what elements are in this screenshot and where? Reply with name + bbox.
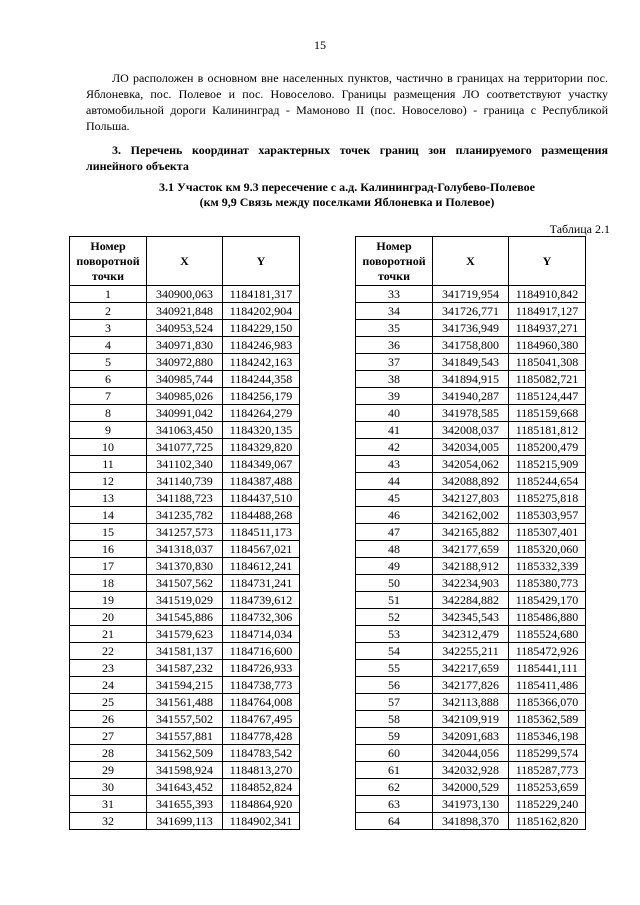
cell-x: 341102,340 — [147, 456, 223, 473]
cell-point-number: 1 — [70, 286, 147, 303]
cell-x: 340971,830 — [147, 337, 223, 354]
table-row — [356, 371, 586, 388]
cell-point-number: 10 — [70, 439, 147, 456]
cell-y: 1184738,773 — [223, 677, 300, 694]
cell-x: 342091,683 — [433, 728, 509, 745]
table-row — [356, 490, 586, 507]
cell-y: 1185362,589 — [509, 711, 586, 728]
cell-x: 342345,543 — [433, 609, 509, 626]
cell-y: 1184181,317 — [223, 286, 300, 303]
cell-point-number: 40 — [356, 405, 433, 422]
cell-y: 1185082,721 — [509, 371, 586, 388]
table-row — [356, 813, 586, 830]
cell-x: 342109,919 — [433, 711, 509, 728]
table-row — [356, 524, 586, 541]
cell-y: 1184714,034 — [223, 626, 300, 643]
table-row — [356, 558, 586, 575]
cell-point-number: 55 — [356, 660, 433, 677]
cell-x: 342162,002 — [433, 507, 509, 524]
table-row — [356, 439, 586, 456]
cell-point-number: 41 — [356, 422, 433, 439]
table-row — [70, 286, 300, 303]
table-row — [356, 779, 586, 796]
cell-point-number: 30 — [70, 779, 147, 796]
cell-y: 1185041,308 — [509, 354, 586, 371]
cell-y: 1185303,957 — [509, 507, 586, 524]
cell-x: 341579,623 — [147, 626, 223, 643]
cell-point-number: 50 — [356, 575, 433, 592]
cell-x: 341140,739 — [147, 473, 223, 490]
cell-y: 1185441,111 — [509, 660, 586, 677]
cell-x: 340985,744 — [147, 371, 223, 388]
cell-x: 342284,882 — [433, 592, 509, 609]
cell-x: 341562,509 — [147, 745, 223, 762]
table-row — [356, 626, 586, 643]
table-row — [356, 711, 586, 728]
table-row — [356, 762, 586, 779]
cell-point-number: 18 — [70, 575, 147, 592]
cell-y: 1184767,495 — [223, 711, 300, 728]
table-row — [70, 320, 300, 337]
cell-point-number: 49 — [356, 558, 433, 575]
cell-y: 1185486,880 — [509, 609, 586, 626]
cell-y: 1185124,447 — [509, 388, 586, 405]
cell-y: 1184229,150 — [223, 320, 300, 337]
cell-point-number: 39 — [356, 388, 433, 405]
header-point-number: Номер поворотной точки — [356, 237, 433, 286]
cell-x: 341188,723 — [147, 490, 223, 507]
cell-y: 1184960,380 — [509, 337, 586, 354]
table-row — [356, 422, 586, 439]
cell-point-number: 62 — [356, 779, 433, 796]
table-row — [70, 337, 300, 354]
cell-y: 1184902,341 — [223, 813, 300, 830]
cell-point-number: 56 — [356, 677, 433, 694]
cell-point-number: 23 — [70, 660, 147, 677]
table-row — [356, 405, 586, 422]
cell-x: 341894,915 — [433, 371, 509, 388]
cell-y: 1184387,488 — [223, 473, 300, 490]
cell-point-number: 48 — [356, 541, 433, 558]
subheading-line-1: 3.1 Участок км 9.3 пересечение с а.д. Калининград-Голубево-Полевое — [159, 180, 535, 194]
cell-x: 341699,113 — [147, 813, 223, 830]
cell-y: 1184864,920 — [223, 796, 300, 813]
cell-point-number: 29 — [70, 762, 147, 779]
cell-y: 1184910,842 — [509, 286, 586, 303]
table-row — [70, 490, 300, 507]
cell-point-number: 22 — [70, 643, 147, 660]
cell-x: 341318,037 — [147, 541, 223, 558]
cell-point-number: 36 — [356, 337, 433, 354]
table-caption: Таблица 2.1 — [549, 222, 610, 236]
cell-x: 341898,370 — [433, 813, 509, 830]
cell-point-number: 32 — [70, 813, 147, 830]
cell-point-number: 58 — [356, 711, 433, 728]
cell-x: 341235,782 — [147, 507, 223, 524]
cell-y: 1184917,127 — [509, 303, 586, 320]
intro-paragraph — [86, 70, 608, 134]
cell-point-number: 9 — [70, 422, 147, 439]
cell-point-number: 15 — [70, 524, 147, 541]
cell-x: 341736,949 — [433, 320, 509, 337]
table-header-row — [70, 237, 300, 286]
cell-point-number: 45 — [356, 490, 433, 507]
table-row — [356, 660, 586, 677]
cell-y: 1185366,070 — [509, 694, 586, 711]
cell-x: 340972,880 — [147, 354, 223, 371]
cell-point-number: 31 — [70, 796, 147, 813]
cell-y: 1184202,904 — [223, 303, 300, 320]
cell-y: 1184739,612 — [223, 592, 300, 609]
table-header-row — [356, 237, 586, 286]
table-row — [70, 660, 300, 677]
cell-y: 1184256,179 — [223, 388, 300, 405]
cell-y: 1184511,173 — [223, 524, 300, 541]
table-row — [70, 558, 300, 575]
table-row — [356, 507, 586, 524]
cell-y: 1184612,241 — [223, 558, 300, 575]
cell-x: 342032,928 — [433, 762, 509, 779]
subheading-line-2: (км 9,9 Связь между поселками Яблоневка и Полевое) — [199, 195, 495, 209]
table-row — [356, 694, 586, 711]
cell-point-number: 3 — [70, 320, 147, 337]
cell-point-number: 35 — [356, 320, 433, 337]
cell-x: 342044,056 — [433, 745, 509, 762]
cell-x: 341557,881 — [147, 728, 223, 745]
cell-x: 341257,573 — [147, 524, 223, 541]
cell-x: 342234,903 — [433, 575, 509, 592]
cell-y: 1185429,170 — [509, 592, 586, 609]
cell-y: 1185181,812 — [509, 422, 586, 439]
table-row — [70, 371, 300, 388]
cell-x: 342000,529 — [433, 779, 509, 796]
header-point-number: Номер поворотной точки — [70, 237, 147, 286]
table-row — [356, 609, 586, 626]
header-y: Y — [223, 237, 300, 286]
cell-y: 1184244,358 — [223, 371, 300, 388]
cell-y: 1184329,820 — [223, 439, 300, 456]
table-row — [70, 388, 300, 405]
cell-y: 1184764,008 — [223, 694, 300, 711]
cell-point-number: 57 — [356, 694, 433, 711]
cell-point-number: 25 — [70, 694, 147, 711]
cell-x: 341719,954 — [433, 286, 509, 303]
cell-point-number: 52 — [356, 609, 433, 626]
table-row — [70, 762, 300, 779]
cell-point-number: 2 — [70, 303, 147, 320]
cell-point-number: 7 — [70, 388, 147, 405]
table-row — [70, 796, 300, 813]
cell-x: 341978,585 — [433, 405, 509, 422]
intro-text: ЛО расположен в основном вне населенных пунктов, частично в границах на территории пос. Яблоневка, пос. Полевое и пос. Новоселово. Границы размещения ЛО соответствуют участку автомобильной дороги Калининград - Мамоново II (пос. Новоселово) - граница с Республикой Польша. — [86, 71, 608, 133]
cell-x: 342312,479 — [433, 626, 509, 643]
cell-x: 341519,029 — [147, 592, 223, 609]
table-row — [70, 524, 300, 541]
table-row — [70, 303, 300, 320]
cell-y: 1185159,668 — [509, 405, 586, 422]
table-row — [70, 609, 300, 626]
cell-y: 1185215,909 — [509, 456, 586, 473]
cell-y: 1185162,820 — [509, 813, 586, 830]
cell-y: 1184488,268 — [223, 507, 300, 524]
cell-y: 1184731,241 — [223, 575, 300, 592]
cell-y: 1185524,680 — [509, 626, 586, 643]
table-row — [70, 728, 300, 745]
cell-y: 1184778,428 — [223, 728, 300, 745]
table-row — [356, 354, 586, 371]
table-row — [70, 473, 300, 490]
cell-point-number: 27 — [70, 728, 147, 745]
cell-point-number: 26 — [70, 711, 147, 728]
table-row — [70, 507, 300, 524]
cell-y: 1185229,240 — [509, 796, 586, 813]
coordinates-table-right — [355, 236, 586, 830]
cell-y: 1184726,933 — [223, 660, 300, 677]
table-row — [356, 320, 586, 337]
cell-point-number: 60 — [356, 745, 433, 762]
coordinates-table-left — [69, 236, 300, 830]
cell-x: 341655,393 — [147, 796, 223, 813]
cell-x: 340985,026 — [147, 388, 223, 405]
table-row — [356, 728, 586, 745]
table-row — [70, 575, 300, 592]
table-row — [70, 592, 300, 609]
cell-point-number: 63 — [356, 796, 433, 813]
cell-point-number: 16 — [70, 541, 147, 558]
cell-y: 1185380,773 — [509, 575, 586, 592]
section-heading: 3. Перечень координат характерных точек границ зон планируемого размещения линейного объекта — [86, 143, 608, 173]
cell-y: 1185346,198 — [509, 728, 586, 745]
cell-y: 1185287,773 — [509, 762, 586, 779]
table-row — [356, 303, 586, 320]
cell-point-number: 5 — [70, 354, 147, 371]
cell-x: 341973,130 — [433, 796, 509, 813]
page-number: 15 — [314, 38, 326, 52]
cell-point-number: 33 — [356, 286, 433, 303]
table-row — [356, 456, 586, 473]
cell-x: 341598,924 — [147, 762, 223, 779]
table-row — [356, 286, 586, 303]
cell-y: 1184264,279 — [223, 405, 300, 422]
table-row — [356, 541, 586, 558]
table-row — [356, 473, 586, 490]
table-row — [70, 779, 300, 796]
cell-x: 342113,888 — [433, 694, 509, 711]
cell-y: 1185411,486 — [509, 677, 586, 694]
cell-y: 1184852,824 — [223, 779, 300, 796]
table-row — [70, 354, 300, 371]
cell-y: 1184716,600 — [223, 643, 300, 660]
cell-point-number: 64 — [356, 813, 433, 830]
table-row — [70, 711, 300, 728]
cell-point-number: 14 — [70, 507, 147, 524]
table-row — [356, 575, 586, 592]
cell-point-number: 42 — [356, 439, 433, 456]
cell-x: 341643,452 — [147, 779, 223, 796]
header-x: X — [147, 237, 223, 286]
cell-x: 342034,005 — [433, 439, 509, 456]
cell-y: 1185275,818 — [509, 490, 586, 507]
cell-x: 341726,771 — [433, 303, 509, 320]
table-row — [70, 626, 300, 643]
cell-x: 341370,830 — [147, 558, 223, 575]
cell-x: 341077,725 — [147, 439, 223, 456]
cell-x: 340953,524 — [147, 320, 223, 337]
cell-point-number: 6 — [70, 371, 147, 388]
cell-y: 1184783,542 — [223, 745, 300, 762]
cell-x: 340921,848 — [147, 303, 223, 320]
cell-point-number: 13 — [70, 490, 147, 507]
cell-x: 341581,137 — [147, 643, 223, 660]
cell-x: 341063,450 — [147, 422, 223, 439]
table-row — [70, 439, 300, 456]
cell-y: 1184437,510 — [223, 490, 300, 507]
cell-point-number: 24 — [70, 677, 147, 694]
cell-point-number: 43 — [356, 456, 433, 473]
cell-x: 342054,062 — [433, 456, 509, 473]
cell-x: 340900,063 — [147, 286, 223, 303]
cell-point-number: 37 — [356, 354, 433, 371]
cell-point-number: 51 — [356, 592, 433, 609]
cell-x: 341587,232 — [147, 660, 223, 677]
cell-y: 1184937,271 — [509, 320, 586, 337]
table-row — [70, 456, 300, 473]
header-y: Y — [509, 237, 586, 286]
table-row — [356, 592, 586, 609]
table-row — [70, 541, 300, 558]
table-row — [356, 388, 586, 405]
cell-point-number: 21 — [70, 626, 147, 643]
table-row — [70, 405, 300, 422]
cell-x: 342127,803 — [433, 490, 509, 507]
cell-point-number: 61 — [356, 762, 433, 779]
cell-point-number: 4 — [70, 337, 147, 354]
table-row — [70, 694, 300, 711]
cell-point-number: 46 — [356, 507, 433, 524]
cell-point-number: 28 — [70, 745, 147, 762]
cell-y: 1185200,479 — [509, 439, 586, 456]
cell-x: 341545,886 — [147, 609, 223, 626]
cell-point-number: 38 — [356, 371, 433, 388]
cell-point-number: 17 — [70, 558, 147, 575]
table-row — [70, 745, 300, 762]
cell-y: 1185253,659 — [509, 779, 586, 796]
cell-y: 1184246,983 — [223, 337, 300, 354]
cell-point-number: 47 — [356, 524, 433, 541]
cell-y: 1184242,163 — [223, 354, 300, 371]
cell-x: 342188,912 — [433, 558, 509, 575]
cell-x: 341594,215 — [147, 677, 223, 694]
cell-x: 342165,882 — [433, 524, 509, 541]
cell-y: 1185320,060 — [509, 541, 586, 558]
cell-point-number: 20 — [70, 609, 147, 626]
cell-point-number: 11 — [70, 456, 147, 473]
cell-y: 1184732,306 — [223, 609, 300, 626]
table-row — [356, 643, 586, 660]
table-row — [356, 677, 586, 694]
cell-point-number: 34 — [356, 303, 433, 320]
cell-x: 342217,659 — [433, 660, 509, 677]
cell-x: 341758,800 — [433, 337, 509, 354]
cell-x: 342008,037 — [433, 422, 509, 439]
cell-y: 1185244,654 — [509, 473, 586, 490]
cell-x: 341507,562 — [147, 575, 223, 592]
cell-point-number: 59 — [356, 728, 433, 745]
header-x: X — [433, 237, 509, 286]
table-row — [356, 745, 586, 762]
cell-x: 340991,042 — [147, 405, 223, 422]
cell-point-number: 19 — [70, 592, 147, 609]
cell-y: 1185307,401 — [509, 524, 586, 541]
cell-y: 1184813,270 — [223, 762, 300, 779]
cell-x: 341940,287 — [433, 388, 509, 405]
cell-y: 1184320,135 — [223, 422, 300, 439]
cell-point-number: 44 — [356, 473, 433, 490]
cell-y: 1184567,021 — [223, 541, 300, 558]
cell-point-number: 53 — [356, 626, 433, 643]
table-row — [70, 643, 300, 660]
table-row — [70, 677, 300, 694]
cell-point-number: 8 — [70, 405, 147, 422]
cell-y: 1185332,339 — [509, 558, 586, 575]
cell-x: 342255,211 — [433, 643, 509, 660]
cell-point-number: 12 — [70, 473, 147, 490]
table-row — [356, 796, 586, 813]
cell-y: 1184349,067 — [223, 456, 300, 473]
cell-x: 342177,826 — [433, 677, 509, 694]
cell-y: 1185472,926 — [509, 643, 586, 660]
subheading — [86, 180, 608, 210]
cell-x: 342177,659 — [433, 541, 509, 558]
cell-point-number: 54 — [356, 643, 433, 660]
cell-x: 341561,488 — [147, 694, 223, 711]
table-row — [70, 813, 300, 830]
table-row — [356, 337, 586, 354]
cell-x: 341849,543 — [433, 354, 509, 371]
table-row — [70, 422, 300, 439]
cell-x: 342088,892 — [433, 473, 509, 490]
cell-y: 1185299,574 — [509, 745, 586, 762]
cell-x: 341557,502 — [147, 711, 223, 728]
